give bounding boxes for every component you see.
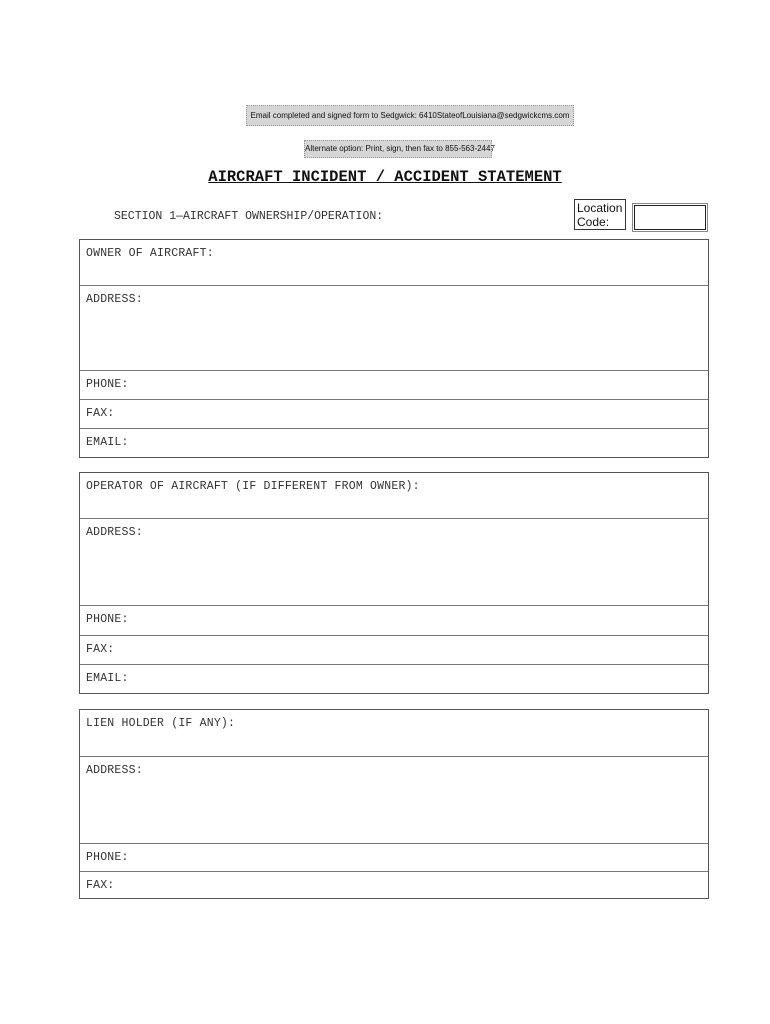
lien-holder-fax-label: FAX: [86, 879, 115, 892]
lien-holder-phone-label: PHONE: [86, 851, 129, 864]
owner-email-field[interactable] [80, 429, 708, 457]
lien-holder-name-label: LIEN HOLDER (IF ANY): [86, 717, 236, 730]
operator-email-label: EMAIL: [86, 672, 129, 685]
owner-fax-label: FAX: [86, 407, 115, 420]
operator-phone-field[interactable] [80, 606, 708, 636]
owner-name-field[interactable] [80, 240, 708, 286]
location-code-label: Location Code: [574, 199, 626, 230]
fax-instruction-banner: Alternate option: Print, sign, then fax to 855-563-2447 [304, 140, 492, 158]
operator-name-label: OPERATOR OF AIRCRAFT (IF DIFFERENT FROM OWNER): [86, 480, 420, 493]
operator-email-field[interactable] [80, 665, 708, 693]
location-code-field[interactable] [634, 205, 706, 230]
operator-address-label: ADDRESS: [86, 526, 143, 539]
owner-address-label: ADDRESS: [86, 293, 143, 306]
lien-holder-fax-field[interactable] [80, 872, 708, 898]
operator-fax-field[interactable] [80, 636, 708, 665]
lien-holder-address-label: ADDRESS: [86, 764, 143, 777]
lien-holder-address-field[interactable] [80, 757, 708, 844]
owner-phone-field[interactable] [80, 371, 708, 400]
operator-section [79, 472, 709, 694]
operator-fax-label: FAX: [86, 643, 115, 656]
lien-holder-section [79, 709, 709, 899]
form-title: AIRCRAFT INCIDENT / ACCIDENT STATEMENT [208, 168, 562, 186]
owner-address-field[interactable] [80, 286, 708, 371]
owner-fax-field[interactable] [80, 400, 708, 429]
operator-address-field[interactable] [80, 519, 708, 606]
lien-holder-name-field[interactable] [80, 710, 708, 757]
owner-section [79, 239, 709, 458]
section-heading: SECTION 1—AIRCRAFT OWNERSHIP/OPERATION: [114, 210, 384, 223]
email-instruction-banner: Email completed and signed form to Sedgwick: 6410StateofLouisiana@sedgwickcms.com [246, 105, 574, 126]
operator-name-field[interactable] [80, 473, 708, 519]
owner-email-label: EMAIL: [86, 436, 129, 449]
owner-phone-label: PHONE: [86, 378, 129, 391]
lien-holder-phone-field[interactable] [80, 844, 708, 872]
operator-phone-label: PHONE: [86, 613, 129, 626]
owner-name-label: OWNER OF AIRCRAFT: [86, 247, 214, 260]
